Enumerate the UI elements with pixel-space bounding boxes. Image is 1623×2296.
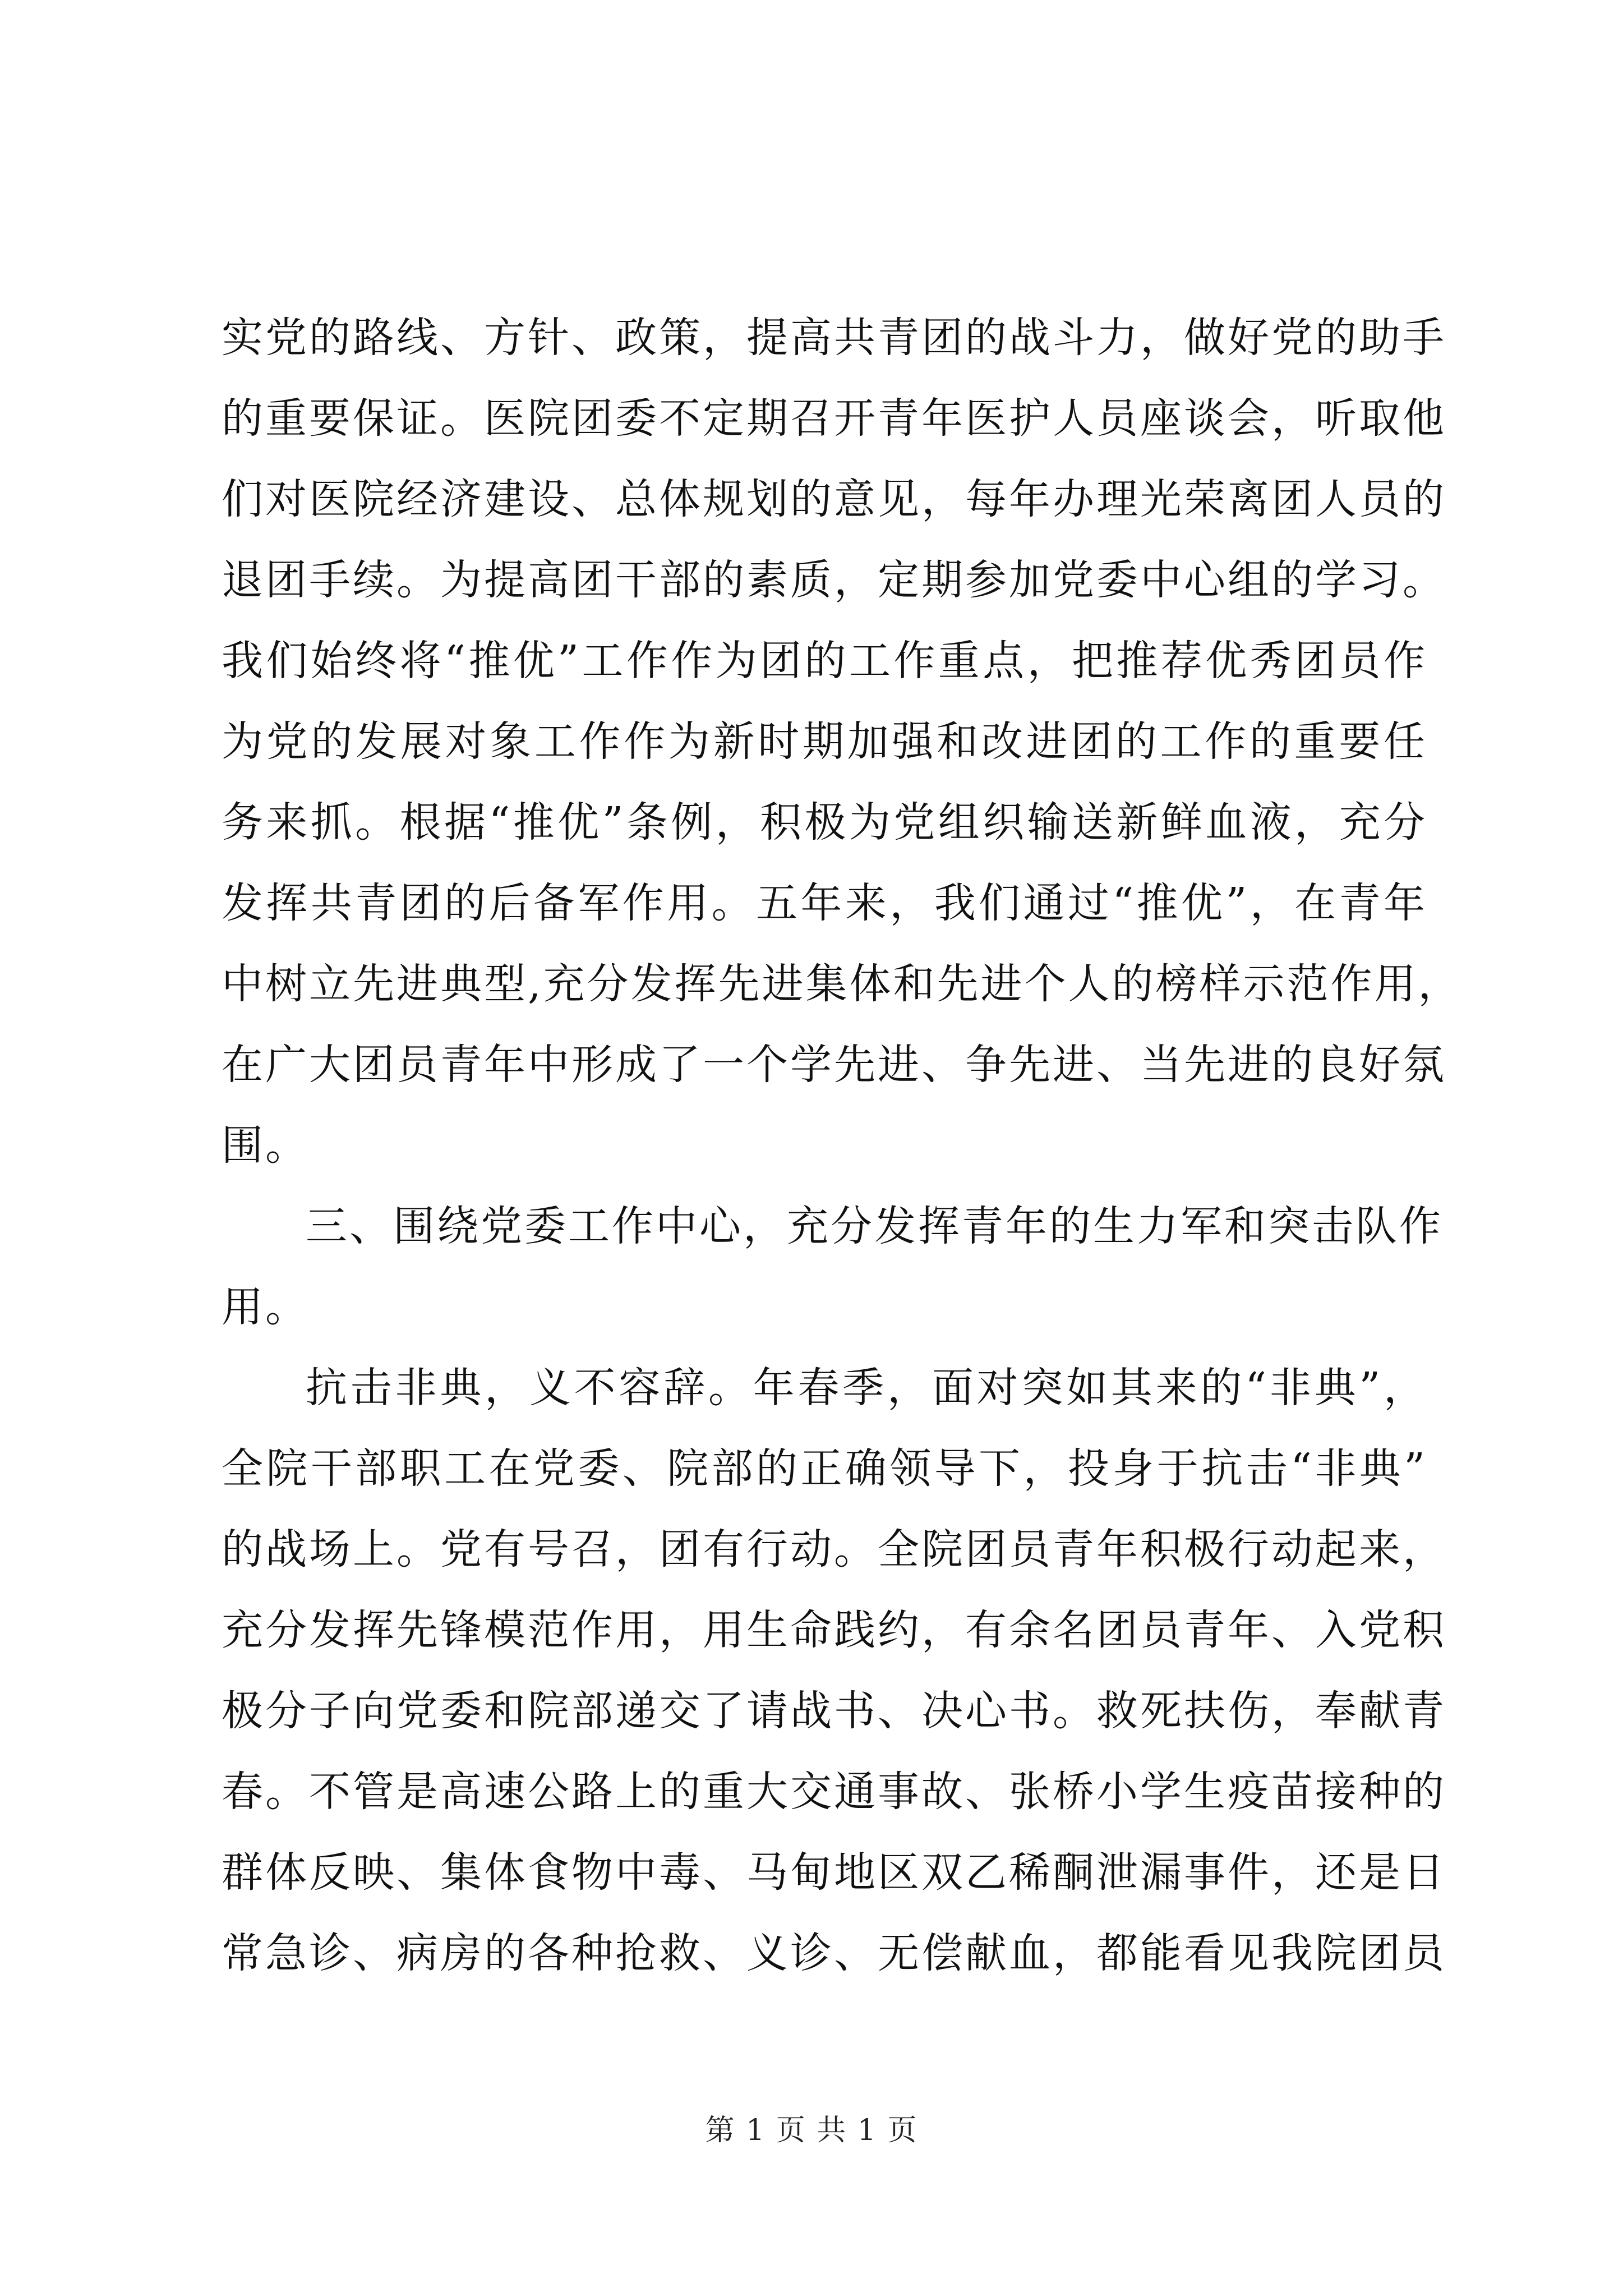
body-line: 我们始终将“推优”工作作为团的工作重点，把推荐优秀团员作 bbox=[222, 637, 1427, 685]
body-line: 全院干部职工在党委、院部的正确领导下，投身于抗击“非典” bbox=[222, 1444, 1427, 1493]
section-heading: 三、围绕党委工作中心，充分发挥青年的生力军和突击队作 bbox=[306, 1202, 1443, 1250]
body-line: 常急诊、病房的各种抢救、义诊、无偿献血，都能看见我院团员 bbox=[222, 1929, 1446, 1977]
body-line: 围。 bbox=[222, 1121, 309, 1170]
body-line: 发挥共青团的后备军作用。五年来，我们通过“推优”，在青年 bbox=[222, 879, 1427, 927]
section-heading-continued: 用。 bbox=[222, 1283, 309, 1331]
body-line: 春。不管是高速公路上的重大交通事故、张桥小学生疫苗接种的 bbox=[222, 1768, 1446, 1816]
body-line: 在广大团员青年中形成了一个学先进、争先进、当先进的良好氛 bbox=[222, 1041, 1446, 1089]
document-body bbox=[222, 297, 1462, 1994]
body-line: 实党的路线、方针、政策，提高共青团的战斗力，做好党的助手 bbox=[222, 314, 1446, 362]
body-line: 的战场上。党有号召，团有行动。全院团员青年积极行动起来， bbox=[222, 1525, 1446, 1573]
body-line: 极分子向党委和院部递交了请战书、决心书。救死扶伤，奉献青 bbox=[222, 1687, 1446, 1735]
page-number-label: 第 1 页 共 1 页 bbox=[705, 2114, 918, 2147]
body-line: 们对医院经济建设、总体规划的意见，每年办理光荣离团人员的 bbox=[222, 475, 1446, 523]
body-line: 抗击非典，义不容辞。年春季，面对突如其来的“非典”， bbox=[306, 1364, 1427, 1412]
body-line: 中树立先进典型,充分发挥先进集体和先进个人的榜样示范作用， bbox=[222, 960, 1462, 1008]
body-line: 的重要保证。医院团委不定期召开青年医护人员座谈会，听取他 bbox=[222, 394, 1446, 443]
body-line: 充分发挥先锋模范作用，用生命践约，有余名团员青年、入党积 bbox=[222, 1606, 1446, 1654]
page-footer bbox=[0, 2106, 1623, 2148]
body-line: 为党的发展对象工作作为新时期加强和改进团的工作的重要任 bbox=[222, 717, 1427, 766]
body-line: 群体反映、集体食物中毒、马甸地区双乙稀酮泄漏事件，还是日 bbox=[222, 1848, 1446, 1897]
body-line: 退团手续。为提高团干部的素质，定期参加党委中心组的学习。 bbox=[222, 556, 1446, 604]
body-line: 务来抓。根据“推优”条例，积极为党组织输送新鲜血液，充分 bbox=[222, 798, 1427, 846]
